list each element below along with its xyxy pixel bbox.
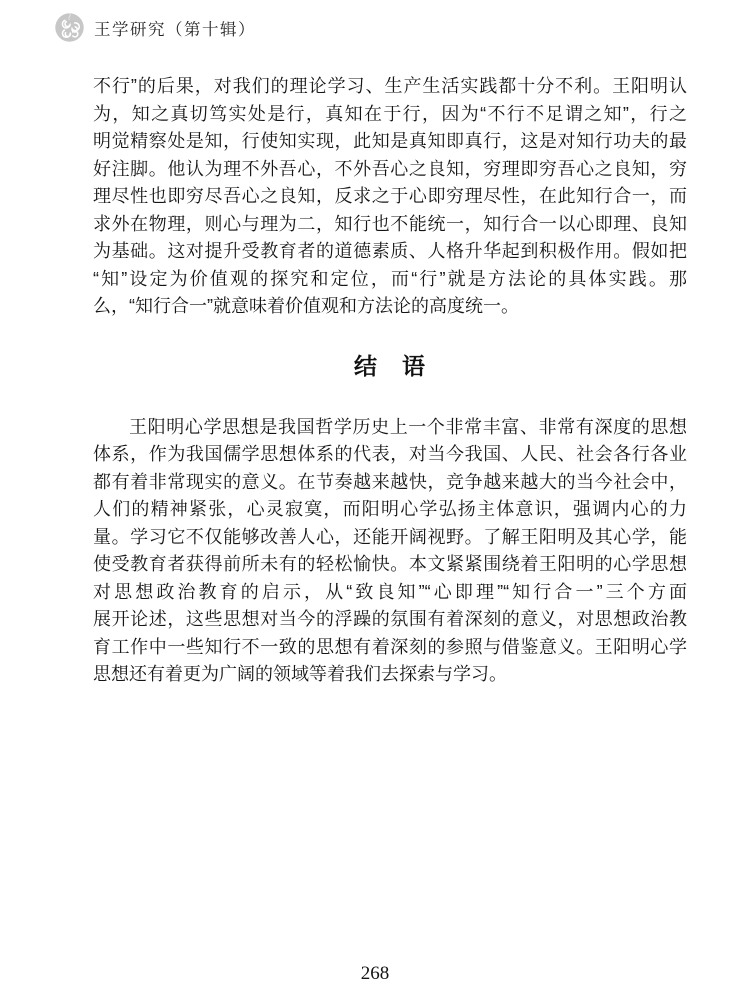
body-text-line: 都有着非常现实的意义。在节奏越来越快，竞争越来越大的当今社会中， bbox=[93, 471, 687, 492]
body-text-line: 好注脚。他认为理不外吾心，不外吾心之良知，穷理即穷吾心之良知，穷 bbox=[93, 158, 687, 179]
body-text-line: 理尽性也即穷尽吾心之良知，反求之于心即穷理尽性，在此知行合一，而 bbox=[93, 186, 687, 206]
body-text-line: 思想还有着更为广阔的领域等着我们去探索与学习。 bbox=[93, 664, 507, 684]
body-text-line: 使受教育者获得前所未有的轻松愉快。本文紧紧围绕着王阳明的心学思想 bbox=[93, 554, 687, 574]
body-text-line: 王阳明心学思想是我国哲学历史上一个非常丰富、非常有深度的思想 bbox=[129, 416, 687, 437]
body-text-line: 么，“知行合一”就意味着价值观和方法论的高度统一。 bbox=[93, 296, 519, 316]
body-text-line: 人们的精神紧张，心灵寂寞，而阳明心学弘扬主体意识，强调内心的力 bbox=[93, 499, 687, 519]
body-text-line: 明觉精察处是知，行使知实现，此知是真知即真行，这是对知行功夫的最 bbox=[93, 131, 687, 151]
paragraph-conclusion bbox=[93, 414, 687, 689]
body-text-line: 为基础。这对提升受教育者的道德素质、人格升华起到积极作用。假如把 bbox=[93, 241, 687, 261]
body-text-line: 量。学习它不仅能够改善人心，还能开阔视野。了解王阳明及其心学，能 bbox=[93, 526, 687, 547]
seal-swirl-icon bbox=[54, 12, 85, 43]
body-text-line: 对思想政治教育的启示，从“致良知”“心即理”“知行合一”三个方面 bbox=[93, 581, 687, 602]
page-number: 268 bbox=[360, 963, 390, 984]
section-heading-conclusion: 结 语 bbox=[354, 352, 426, 379]
body-text-line: 为，知之真切笃实处是行，真知在于行，因为“不行不足谓之知”，行之 bbox=[93, 103, 687, 124]
body-text-line: 求外在物理，则心与理为二，知行也不能统一，知行合一以心即理、良知 bbox=[93, 213, 687, 234]
page-body bbox=[93, 73, 687, 689]
body-text-line: “知”设定为价值观的探究和定位，而“行”就是方法论的具体实践。那 bbox=[93, 268, 687, 289]
body-text-line: 体系，作为我国儒学思想体系的代表，对当今我国、人民、社会各行各业 bbox=[93, 444, 687, 464]
running-head-title: 王学研究（第十辑） bbox=[94, 20, 256, 39]
body-text-line: 育工作中一些知行不一致的思想有着深刻的参照与借鉴意义。王阳明心学 bbox=[93, 636, 687, 657]
body-text-line: 展开论述，这些思想对当今的浮躁的氛围有着深刻的意义，对思想政治教 bbox=[93, 609, 687, 629]
paragraph-knowing-acting bbox=[93, 73, 687, 321]
running-head bbox=[54, 12, 256, 43]
body-text-line: 不行”的后果，对我们的理论学习、生产生活实践都十分不利。王阳明认 bbox=[93, 76, 687, 96]
